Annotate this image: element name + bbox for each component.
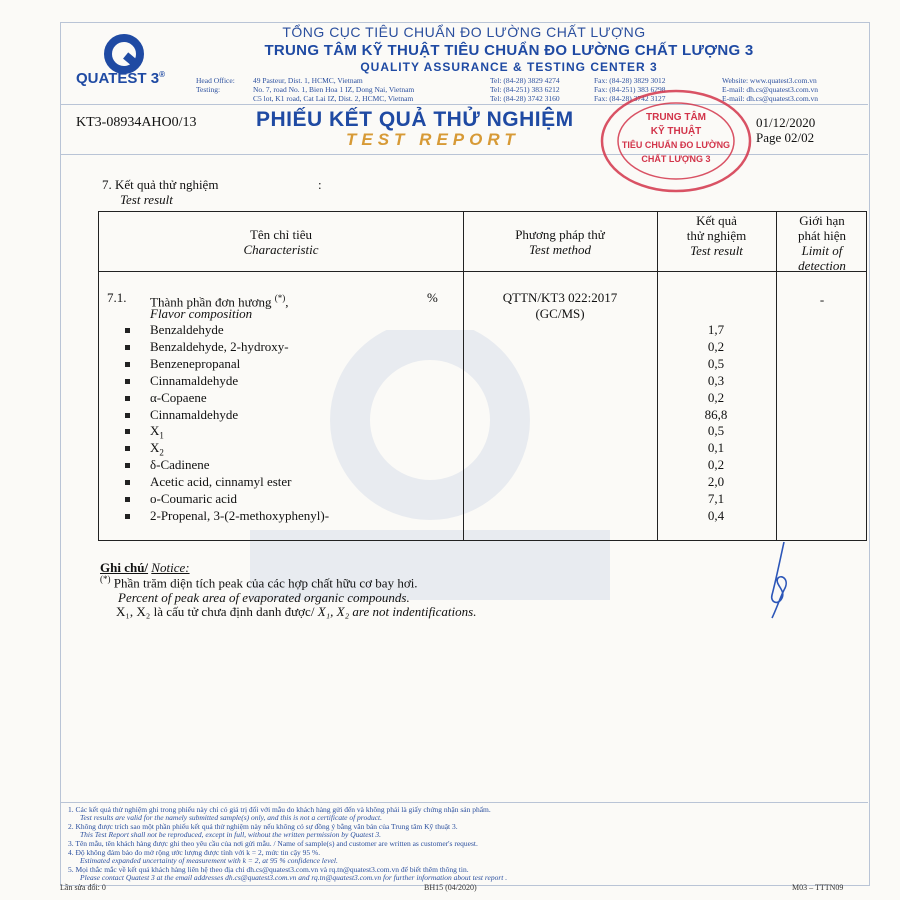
head-office-tel: Tel: (84-28) 3829 4274	[490, 76, 560, 85]
compound-name: Cinnamaldehyde	[150, 372, 239, 388]
report-title-en: TEST REPORT	[346, 130, 520, 149]
compound-name: o-Coumaric acid	[150, 491, 237, 506]
result-value: 0,2	[707, 457, 725, 473]
group-unit: %	[427, 290, 438, 305]
stamp-line-4: CHẤT LƯỢNG 3	[641, 154, 711, 164]
section-title-vn: 7. Kết quả thử nghiệm	[102, 177, 219, 192]
group-name-en: Flavor composition	[150, 306, 253, 321]
org-name-vn: TỔNG CỤC TIÊU CHUẨN ĐO LƯỜNG CHẤT LƯỢNG	[282, 24, 646, 40]
testing-address-1: No. 7, road No. 1, Bien Hoa 1 IZ, Dong Nai, Vietnam	[253, 85, 415, 94]
group-limit: -	[819, 292, 825, 307]
testing-label: Testing:	[196, 85, 221, 94]
test-result-table	[98, 211, 867, 541]
header-limit-of-detection: Giới hạn phát hiện Limit of detection	[797, 213, 846, 273]
bullet-icon	[125, 480, 130, 485]
compound-name: δ-Cadinene	[150, 457, 210, 473]
group-method-technique: (GC/MS)	[535, 306, 585, 321]
report-number: KT3-08934AHO0/13	[76, 115, 197, 130]
footer-divider	[60, 802, 868, 803]
footer-note-1-en: Test results are valid for the namely submitted sample(s) only, and this is not a certificate of product.	[80, 813, 382, 822]
compound-name: Cinnamaldehyde	[150, 406, 239, 422]
footer-note-2-vn: 2. Không được trích sao một phần phiếu kết quả thử nghiệm này nếu không có sự đồng ý bằng văn bản của Trung tâm Kỹ thuật 3.	[68, 822, 458, 831]
document-code: M03 – TTTN09	[792, 883, 844, 892]
notice-line-2: Percent of peak area of evaporated organic compounds.	[118, 590, 410, 605]
result-value: 0,1	[707, 440, 725, 456]
page-number: Page 02/02	[756, 130, 815, 145]
head-office-address: 49 Pasteur, Dist. 1, HCMC, Vietnam	[253, 76, 363, 85]
group-name-vn: Thành phần đơn hương (*),	[150, 293, 289, 310]
compound-name: Benzaldehyde, 2-hydroxy-	[150, 338, 289, 354]
stamp-line-3: TIÊU CHUẨN ĐO LƯỜNG	[621, 140, 731, 150]
footer-note-4-vn: 4. Độ không đảm bảo đo mở rộng ước lượng được tính với k = 2, mức tin cậy 95 %.	[68, 848, 321, 857]
footer-note-2-en: This Test Report shall not be reproduced, except in full, without the written permission by Quatest 3.	[80, 830, 382, 839]
bullet-icon	[125, 362, 130, 367]
bullet-icon	[125, 429, 130, 434]
col-divider	[463, 212, 464, 540]
bullet-icon	[125, 463, 130, 468]
stamp-line-2: KỸ THUẬT	[650, 126, 702, 137]
footer-note-5-en: Please contact Quatest 3 at the email addresses dh.cs@quatest3.com.vn and rq.tn@quatest3.com.vn for further information about test report .	[80, 873, 508, 882]
form-code: BH15 (04/2020)	[424, 883, 477, 892]
report-title-vn: PHIẾU KẾT QUẢ THỬ NGHIỆM	[256, 108, 574, 131]
compound-name: α-Copaene	[150, 389, 207, 405]
testing-fax-2: Fax: (84-28) 3742 3127	[594, 94, 666, 103]
result-value: 0,4	[707, 507, 725, 523]
result-value: 2,0	[707, 474, 725, 490]
report-date: 01/12/2020	[756, 115, 816, 130]
result-value: 0,3	[707, 372, 725, 388]
footer-note-1-vn: 1. Các kết quả thử nghiệm ghi trong phiếu này chỉ có giá trị đối với mẫu do khách hàng gửi đến và không phải là giấy chứng nhận sản phẩm.	[68, 805, 491, 814]
compound-name: Benzenepropanal	[150, 355, 241, 371]
testing-tel-2: Tel: (84-28) 3742 3160	[490, 94, 560, 103]
footer-note-4-en: Estimated expanded uncertainty of measurement with k = 2, at 95 % confidence level.	[80, 856, 338, 865]
head-office-fax: Fax: (84-28) 3829 3012	[594, 76, 666, 85]
group-index: 7.1.	[107, 290, 127, 305]
testing-address-2: C5 lot, K1 road, Cat Lai IZ, Dist. 2, HCMC, Vietnam	[253, 94, 414, 103]
testing-tel-1: Tel: (84-251) 383 6212	[490, 85, 560, 94]
bullet-icon	[125, 396, 130, 401]
compound-name: 2-Propenal, 3-(2-methoxyphenyl)-	[150, 507, 330, 523]
testing-fax-1: Fax: (84-251) 383 6298	[594, 85, 666, 94]
signature-icon	[762, 540, 802, 620]
compound-name: Acetic acid, cinnamyl ester	[150, 474, 292, 490]
center-name-vn: TRUNG TÂM KỸ THUẬT TIÊU CHUẨN ĐO LƯỜNG CHẤT LƯỢNG 3	[264, 42, 754, 59]
result-value: 7,1	[707, 491, 725, 506]
footer-note-3: 3. Tên mẫu, tên khách hàng được ghi theo yêu cầu của nơi gửi mẫu. / Name of sample(s) and customer are written as customer's request.	[68, 839, 478, 848]
notice-line-1: (*) Phần trăm diện tích peak của các hợp chất hữu cơ bay hơi.	[100, 574, 418, 591]
email-link-2[interactable]: E-mail: dh.cs@quatest3.com.vn	[722, 94, 819, 103]
result-value: 1,7	[707, 322, 725, 337]
stamp-line-1: TRUNG TÂM	[646, 112, 706, 123]
email-link-1[interactable]: E-mail: dh.cs@quatest3.com.vn	[722, 85, 819, 94]
notice-line-3: X₁, X₂ là cấu tử chưa định danh được/ X₁, X₂ are not indentifications.	[116, 604, 477, 619]
section-colon: :	[318, 177, 322, 192]
result-value: 0,2	[707, 338, 725, 354]
bullet-icon	[125, 379, 130, 384]
result-value: 0,5	[707, 355, 725, 371]
result-value: 86,8	[704, 406, 728, 422]
group-method-code: QTTN/KT3 022:2017	[502, 290, 618, 305]
official-seal-icon	[596, 86, 756, 196]
section-title-en: Test result	[120, 192, 173, 207]
header-characteristic: Tên chỉ tiêu Characteristic	[243, 227, 319, 257]
compound-name: Benzaldehyde	[150, 322, 224, 337]
header-row-divider	[99, 271, 866, 272]
bullet-icon	[125, 328, 130, 333]
header-test-method: Phương pháp thử Test method	[515, 227, 605, 257]
center-name-en: QUALITY ASSURANCE & TESTING CENTER 3	[360, 60, 658, 74]
bullet-icon	[125, 497, 130, 502]
bullet-icon	[125, 345, 130, 350]
revision-number: Lần sửa đổi: 0	[60, 883, 106, 892]
notice-title: Ghi chú/ Notice:	[100, 560, 190, 575]
compound-name: $X_1$	[150, 423, 164, 441]
logo-text: QUATEST 3®	[76, 70, 165, 87]
compound-name: $X_2$	[150, 440, 164, 458]
website-link[interactable]: Website: www.quatest3.com.vn	[722, 76, 817, 85]
result-value: 0,5	[707, 423, 725, 439]
footer-note-5-vn: 5. Mọi thắc mắc về kết quả khách hàng liên hệ theo địa chỉ dh.cs@quatest3.com.vn và rq.tn@quatest3.com.vn để biết thêm thông tin.	[68, 865, 469, 874]
bullet-icon	[125, 413, 130, 418]
bullet-icon	[125, 514, 130, 519]
header-test-result: Kết quả thử nghiệm Test result	[686, 213, 747, 258]
result-value: 0,2	[707, 389, 725, 405]
head-office-label: Head Office:	[196, 76, 235, 85]
bullet-icon	[125, 446, 130, 451]
